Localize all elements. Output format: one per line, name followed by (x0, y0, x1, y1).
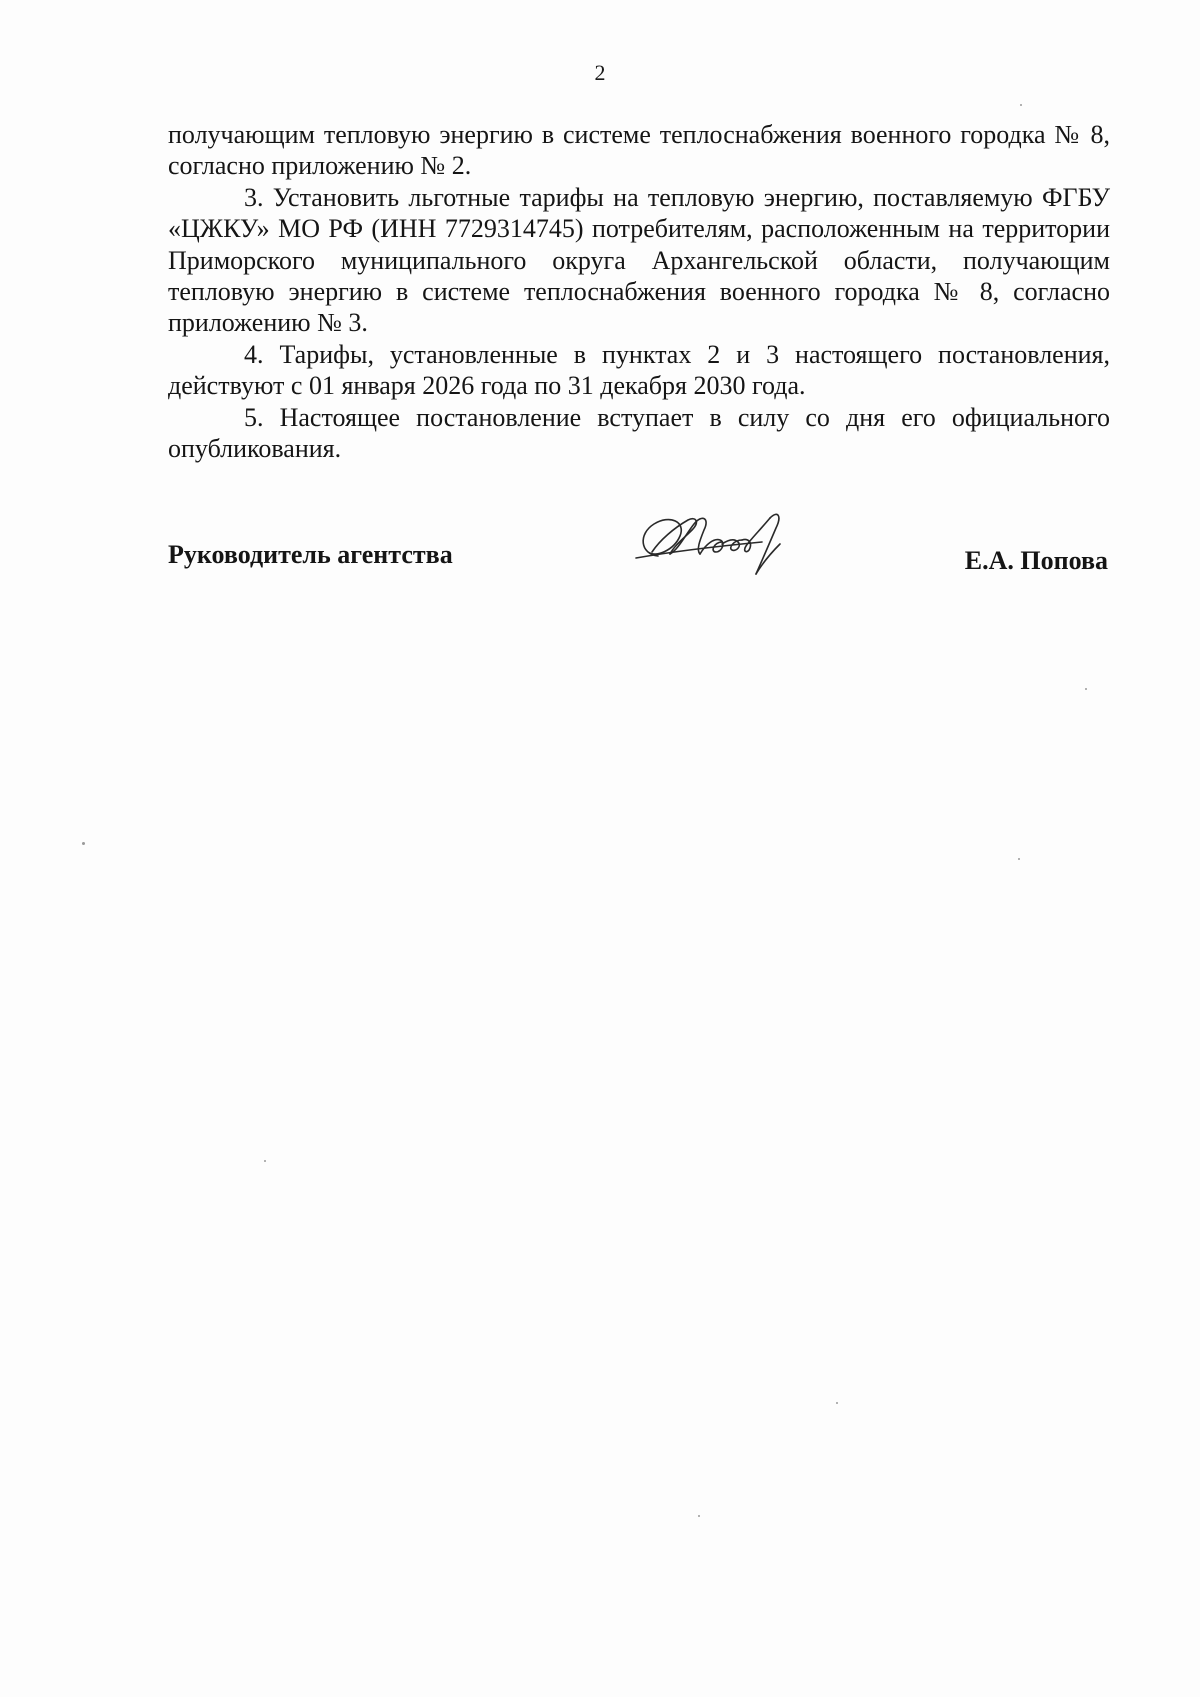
paragraph-item-5: 5. Настоящее постановление вступает в силу со дня его официального опубликования. (168, 402, 1110, 464)
scan-speck (1018, 858, 1020, 860)
scan-speck (82, 842, 85, 845)
scan-speck (1020, 104, 1022, 106)
signatory-name: Е.А. Попова (964, 546, 1108, 575)
paragraph-continuation: получающим тепловую энергию в системе теплоснабжения военного городка № 8, согласно приложению № 2. (168, 120, 1110, 181)
scan-speck (698, 1515, 700, 1517)
document-body (168, 119, 1110, 464)
handwritten-signature (630, 494, 810, 594)
signatory-position: Руководитель агентства (168, 540, 453, 569)
paragraph-item-4: 4. Тарифы, установленные в пунктах 2 и 3 настоящего постановления, действуют с 01 января 2026 года по 31 декабря 2030 года. (168, 339, 1110, 401)
paragraph-item-3: 3. Установить льготные тарифы на тепловую энергию, поставляемую ФГБУ «ЦЖКУ» МО РФ (ИНН 7729314745) потребителям, расположенным на территории Приморского муниципального округа Архангельской области, получающим тепловую энергию в системе теплоснабжения военного городка № 8, согласно приложению № 3. (168, 182, 1110, 338)
scan-speck (1085, 688, 1087, 690)
page-number: 2 (594, 60, 606, 85)
scan-speck (264, 1160, 266, 1162)
scan-speck (836, 1402, 838, 1404)
